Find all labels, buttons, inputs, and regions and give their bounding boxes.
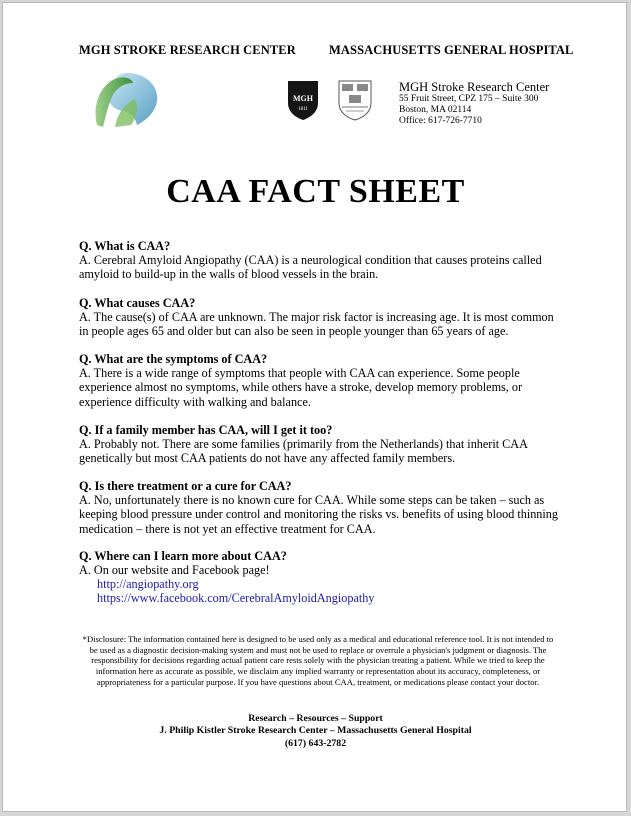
question: Q. What are the symptoms of CAA? <box>79 352 268 366</box>
question: Q. What causes CAA? <box>79 296 196 310</box>
document-page <box>2 2 627 812</box>
links-list <box>97 577 374 605</box>
question: Q. Is there treatment or a cure for CAA? <box>79 479 292 493</box>
footer-center-name: J. Philip Kistler Stroke Research Center – Massachusetts General Hospital <box>159 725 472 737</box>
answer: A. Cerebral Amyloid Angiopathy (CAA) is a neurological condition that causes proteins called amyloid to build-up in the walls of blood vessels in the brain. <box>79 253 542 282</box>
qa-section <box>79 549 559 577</box>
footer-tagline: Research – Resources – Support <box>248 713 383 724</box>
question: Q. If a family member has CAA, will I get it too? <box>79 423 333 437</box>
qa-section <box>79 352 559 409</box>
address-name: MGH Stroke Research Center <box>399 80 550 94</box>
leaf-head-logo <box>87 69 163 129</box>
page-title: CAA FACT SHEET <box>166 173 465 210</box>
mgh-shield-text: MGH <box>293 94 313 103</box>
qa-section <box>79 479 559 536</box>
qa-section <box>79 239 559 282</box>
answer: A. There is a wide range of symptoms that people with CAA can experience. Some people experience almost no symptoms, while others have a stroke, develop memory problems, or experience difficulty with walking and balance. <box>79 366 523 409</box>
harvard-shield-logo <box>338 79 372 121</box>
answer: A. The cause(s) of CAA are unknown. The major risk factor is increasing age. It is most common in people ages 65 and older but can also be seen in people younger than 65 years of age. <box>79 310 554 339</box>
address-block <box>399 81 549 127</box>
address-line1: 55 Fruit Street, CPZ 175 – Suite 300 <box>399 94 539 104</box>
answer: A. No, unfortunately there is no known cure for CAA. While some steps can be taken – such as keeping blood pressure under control and monitoring the risks vs. benefits of using blood thinning medication – there is not yet an effective treatment for CAA. <box>79 493 558 536</box>
address-line3: Office: 617-726-7710 <box>399 116 482 126</box>
qa-section <box>79 296 559 339</box>
qa-section <box>79 423 559 466</box>
answer: A. On our website and Facebook page! <box>79 563 270 578</box>
disclosure-text: *Disclosure: The information contained here is designed to be used only as a medical and educational reference tool. It is not intended to be used as a diagnostic decision-making system and must not be used to replace or overrule a physician's judgment or diagnosis. The responsibility for decisions regarding actual patient care rests solely with the physician treating a patient. While we tried to keep the information here as accurate as possible, we disclaim any implied warranty or representation about its accuracy, completeness, or appropriateness for a particular purpose. If you have questions about CAA, treatment, or medications please contact your doctor. <box>82 634 554 687</box>
header-right-title: MASSACHUSETTS GENERAL HOSPITAL <box>329 43 574 57</box>
mgh-shield-logo <box>287 79 319 121</box>
address-line2: Boston, MA 02114 <box>399 105 472 115</box>
footer-phone: (617) 643-2782 <box>284 737 347 749</box>
question: Q. Where can I learn more about CAA? <box>79 549 287 563</box>
answer: A. Probably not. There are some families (primarily from the Netherlands) that inherit CAA genetically but most CAA patients do not have any affected family members. <box>79 437 528 466</box>
footer <box>3 713 628 750</box>
facebook-link[interactable]: https://www.facebook.com/CerebralAmyloidAngiopathy <box>97 591 375 606</box>
website-link[interactable]: http://angiopathy.org <box>97 577 199 591</box>
mgh-shield-year: 1811 <box>298 107 308 112</box>
question: Q. What is CAA? <box>79 239 171 253</box>
header-left-title: MGH STROKE RESEARCH CENTER <box>79 43 296 57</box>
